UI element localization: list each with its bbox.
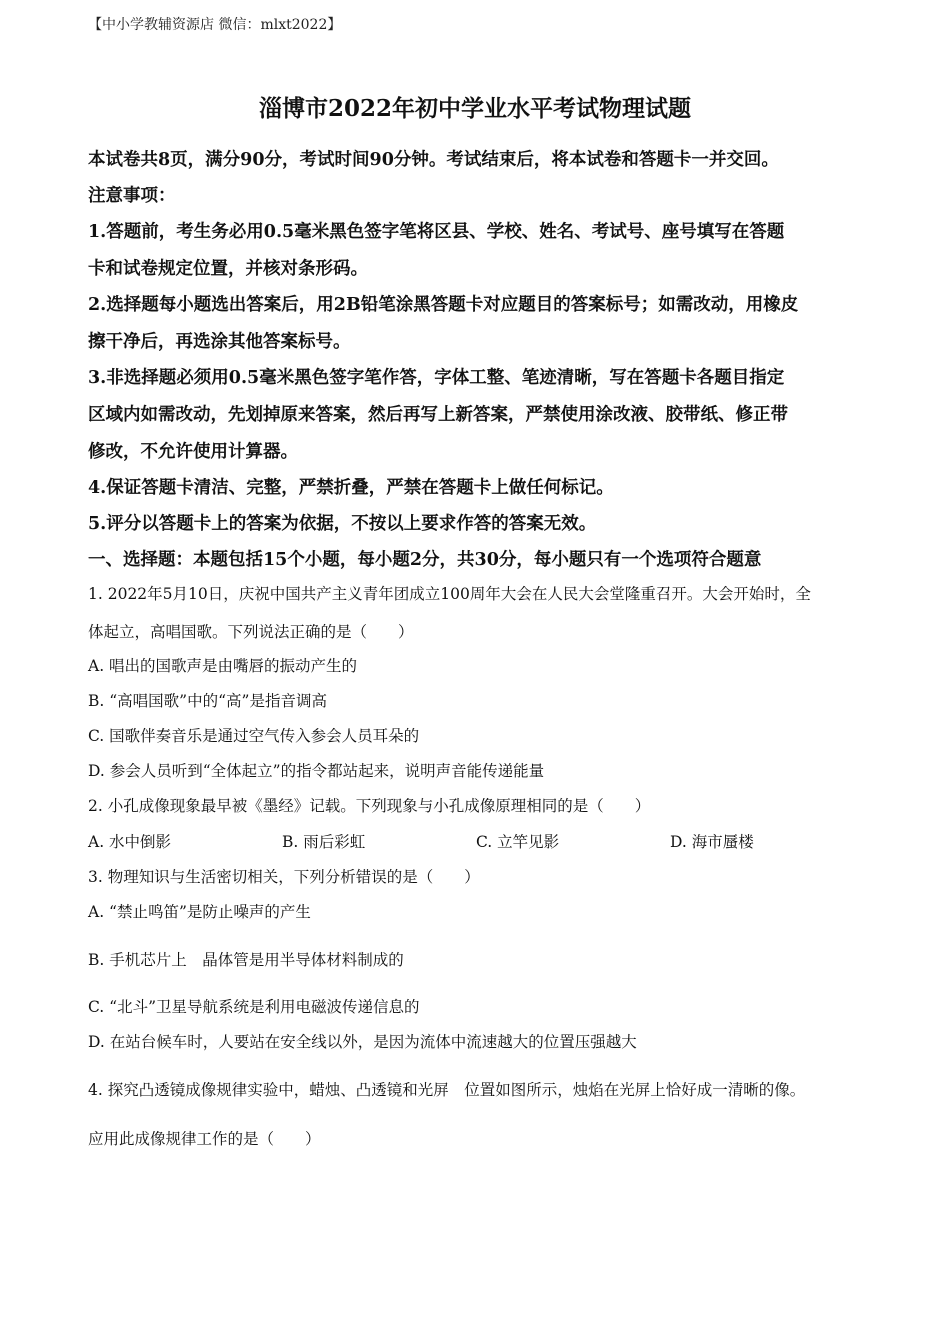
q4-stem-2: 应用此成像规律工作的是（ ）: [88, 1130, 321, 1148]
q1-stem-1: 1. 2022年5月10日，庆祝中国共产主义青年团成立100周年大会在人民大会堂隆重召开。大会开始时，全: [88, 585, 811, 603]
q3-option-c: C. “北斗”卫星导航系统是利用电磁波传递信息的: [88, 998, 420, 1016]
q3-option-d: D. 在站台候车时，人要站在安全线以外，是因为流体中流速越大的位置压强越大: [88, 1033, 637, 1051]
q2-option-d: D. 海市蜃楼: [670, 833, 754, 851]
note-3a: 3.非选择题必须用0.5毫米黑色签字笔作答，字体工整、笔迹清晰，写在答题卡各题目指定: [88, 368, 785, 388]
note-2b: 擦干净后，再选涂其他答案标号。: [88, 332, 351, 352]
note-1a: 1.答题前，考生务必用0.5毫米黑色签字笔将区县、学校、姓名、考试号、座号填写在答题: [88, 222, 785, 242]
header-note: 【中小学教辅资源店 微信：mlxt2022】: [88, 17, 342, 33]
q1-option-c: C. 国歌伴奏音乐是通过空气传入参会人员耳朵的: [88, 727, 420, 745]
note-3b: 区域内如需改动，先划掉原来答案，然后再写上新答案，严禁使用涂改液、胶带纸、修正带: [88, 405, 788, 425]
section-heading: 一、选择题：本题包括15个小题，每小题2分，共30分，每小题只有一个选项符合题意: [88, 550, 762, 570]
note-3c: 修改，不允许使用计算器。: [88, 442, 298, 462]
q1-option-b: B. “高唱国歌”中的“高”是指音调高: [88, 692, 327, 710]
q3-stem: 3. 物理知识与生活密切相关，下列分析错误的是（ ）: [88, 868, 480, 886]
q1-stem-2: 体起立，高唱国歌。下列说法正确的是（ ）: [88, 623, 414, 641]
q1-option-a: A. 唱出的国歌声是由嘴唇的振动产生的: [88, 657, 358, 675]
q4-stem-1: 4. 探究凸透镜成像规律实验中，蜡烛、凸透镜和光屏 位置如图所示，烛焰在光屏上恰好成一清晰的像。: [88, 1081, 806, 1099]
page-title: 淄博市2022年初中学业水平考试物理试题: [258, 95, 691, 122]
q2-option-b: B. 雨后彩虹: [282, 833, 366, 851]
note-2a: 2.选择题每小题选出答案后，用2B铅笔涂黑答题卡对应题目的答案标号；如需改动，用橡皮: [88, 295, 799, 315]
q1-option-d: D. 参会人员听到“全体起立”的指令都站起来，说明声音能传递能量: [88, 762, 545, 780]
note-5: 5.评分以答题卡上的答案为依据，不按以上要求作答的答案无效。: [88, 514, 597, 534]
q3-option-b: B. 手机芯片上 晶体管是用半导体材料制成的: [88, 951, 404, 969]
intro-line: 本试卷共8页，满分90分，考试时间90分钟。考试结束后，将本试卷和答题卡一并交回。: [88, 150, 779, 170]
q2-option-c: C. 立竿见影: [476, 833, 560, 851]
note-4: 4.保证答题卡清洁、完整，严禁折叠，严禁在答题卡上做任何标记。: [88, 478, 614, 498]
q2-option-a: A. 水中倒影: [88, 833, 172, 851]
q3-option-a: A. “禁止鸣笛”是防止噪声的产生: [88, 903, 311, 921]
notes-label: 注意事项：: [88, 186, 176, 206]
note-1b: 卡和试卷规定位置，并核对条形码。: [88, 259, 368, 279]
q2-stem: 2. 小孔成像现象最早被《墨经》记载。下列现象与小孔成像原理相同的是（ ）: [88, 797, 651, 815]
